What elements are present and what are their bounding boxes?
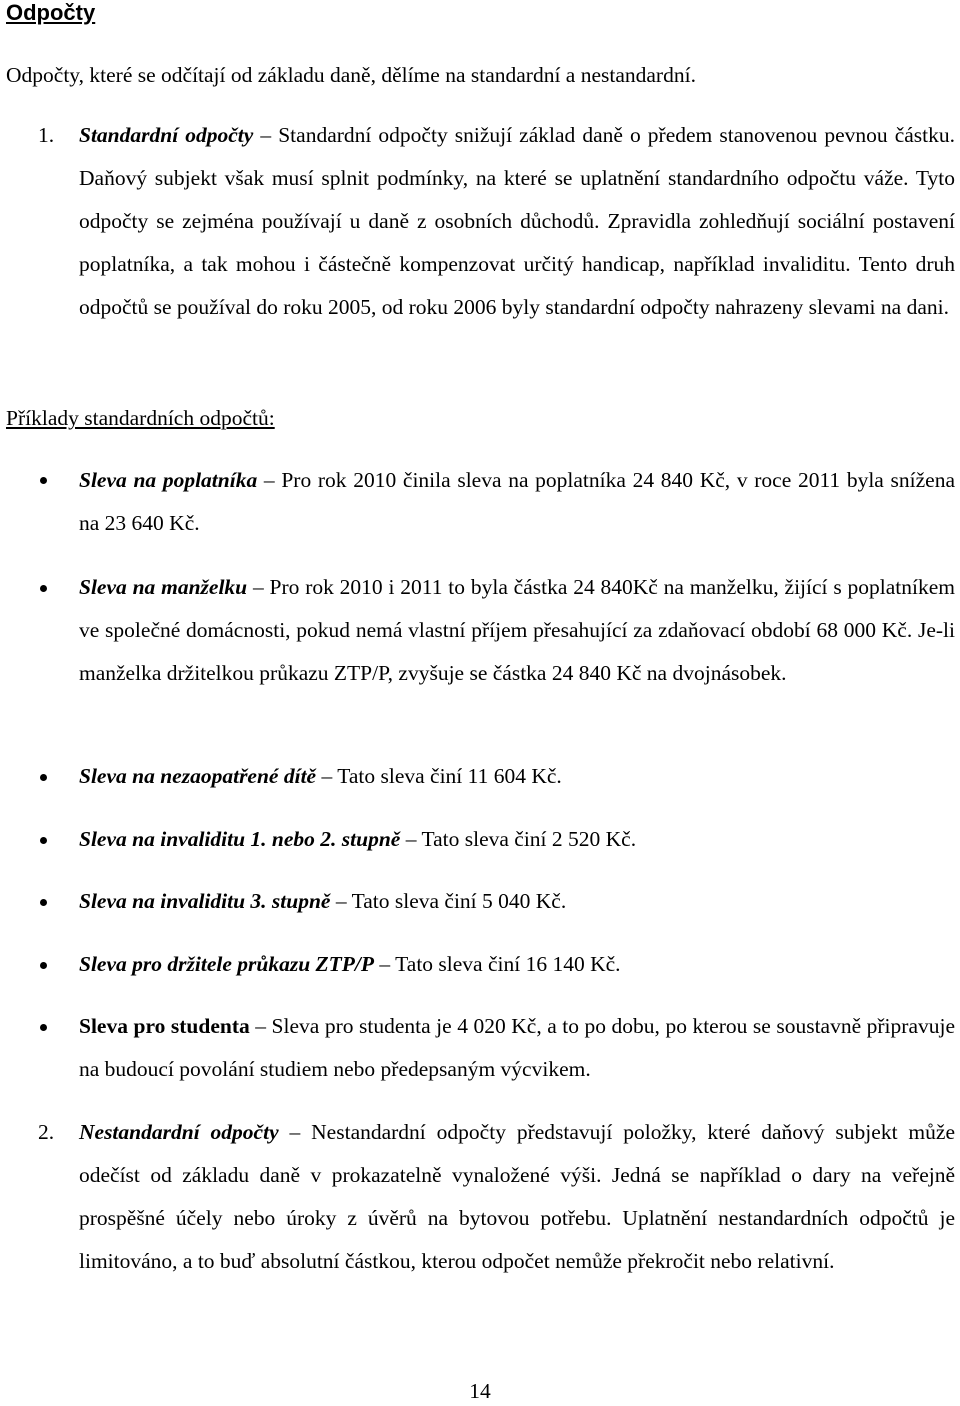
bullet-icon xyxy=(40,585,47,592)
intro-paragraph: Odpočty, které se odčítají od základu daně, dělíme na standardní a nestandardní. xyxy=(6,63,696,87)
bullet-text: – Tato sleva činí 16 140 Kč. xyxy=(374,952,621,976)
bullet-paragraph xyxy=(79,459,955,545)
bullet-term: Sleva na poplatníka xyxy=(79,468,258,492)
section-2-number: 2. xyxy=(38,1120,55,1144)
bullet-paragraph xyxy=(79,566,955,695)
section-2-term: Nestandardní odpočty xyxy=(79,1120,279,1144)
bullet-icon xyxy=(40,477,47,484)
bullet-icon xyxy=(40,837,47,844)
bullet-term: Sleva na manželku xyxy=(79,575,248,599)
section-1-text: – Standardní odpočty snižují základ daně o předem stanovenou pevnou částku. Daňový subjekt však musí splnit podmínky, na které se uplatnění standardního odpočtu váže. Tyto odpočty se zejména používají u daně z osobních důchodů. Zpravidla zohledňují sociální postavení poplatníka, a tak mohou i částečně kompenzovat určitý handicap, například invaliditu. Tento druh odpočtů se používal do roku 2005, od roku 2006 byly standardní odpočty nahrazeny slevami na dani. xyxy=(79,123,956,319)
bullet-text: – Tato sleva činí 2 520 Kč. xyxy=(400,827,637,851)
bullet-icon xyxy=(40,774,47,781)
bullet-term: Sleva pro studenta xyxy=(79,1014,250,1038)
section-2-paragraph xyxy=(79,1111,955,1283)
section-1-number: 1. xyxy=(38,123,55,147)
bullet-icon xyxy=(40,1024,47,1031)
section-1-term: Standardní odpočty xyxy=(79,123,254,147)
bullet-text: – Tato sleva činí 11 604 Kč. xyxy=(316,764,562,788)
bullet-icon xyxy=(40,899,47,906)
bullet-term: Sleva na invaliditu 1. nebo 2. stupně xyxy=(79,827,401,851)
bullet-term: Sleva na nezaopatřené dítě xyxy=(79,764,317,788)
bullet-text: – Tato sleva činí 5 040 Kč. xyxy=(330,889,567,913)
bullet-paragraph xyxy=(79,880,955,923)
bullet-paragraph xyxy=(79,755,955,798)
bullet-text: – Pro rok 2010 činila sleva na poplatníka 24 840 Kč, v roce 2011 byla snížena na 23 640 Kč. xyxy=(79,468,955,535)
section-1-paragraph xyxy=(79,114,955,329)
bullet-paragraph xyxy=(79,818,955,861)
bullet-paragraph xyxy=(79,1005,955,1091)
page-heading: Odpočty xyxy=(6,0,96,25)
bullet-text: – Pro rok 2010 i 2011 to byla částka 24 840Kč na manželku, žijící s poplatníkem ve společné domácnosti, pokud nemá vlastní příjem přesahující za zdaňovací období 68 000 Kč. Je-li manželka držitelkou průkazu ZTP/P, zvyšuje se částka 24 840 Kč na dvojnásobek. xyxy=(79,575,955,685)
bullet-paragraph xyxy=(79,943,955,986)
bullet-text: – Sleva pro studenta je 4 020 Kč, a to po dobu, po kterou se soustavně připravuje na budoucí povolání studiem nebo předepsaným výcvikem. xyxy=(79,1014,956,1081)
bullet-term: Sleva pro držitele průkazu ZTP/P xyxy=(79,952,375,976)
bullet-term: Sleva na invaliditu 3. stupně xyxy=(79,889,331,913)
examples-heading: Příklady standardních odpočtů: xyxy=(6,406,275,430)
bullet-icon xyxy=(40,962,47,969)
section-2-text: – Nestandardní odpočty představují položky, které daňový subjekt může odečíst od základu daně v prokazatelně vynaložené výši. Jedná se například o dary na veřejně prospěšné účely nebo úroky z úvěrů na bytovou potřebu. Uplatnění nestandardních odpočtů je limitováno, a to buď absolutní částkou, kterou odpočet nemůže překročit nebo relativní. xyxy=(79,1120,955,1273)
page-number: 14 xyxy=(469,1379,491,1403)
